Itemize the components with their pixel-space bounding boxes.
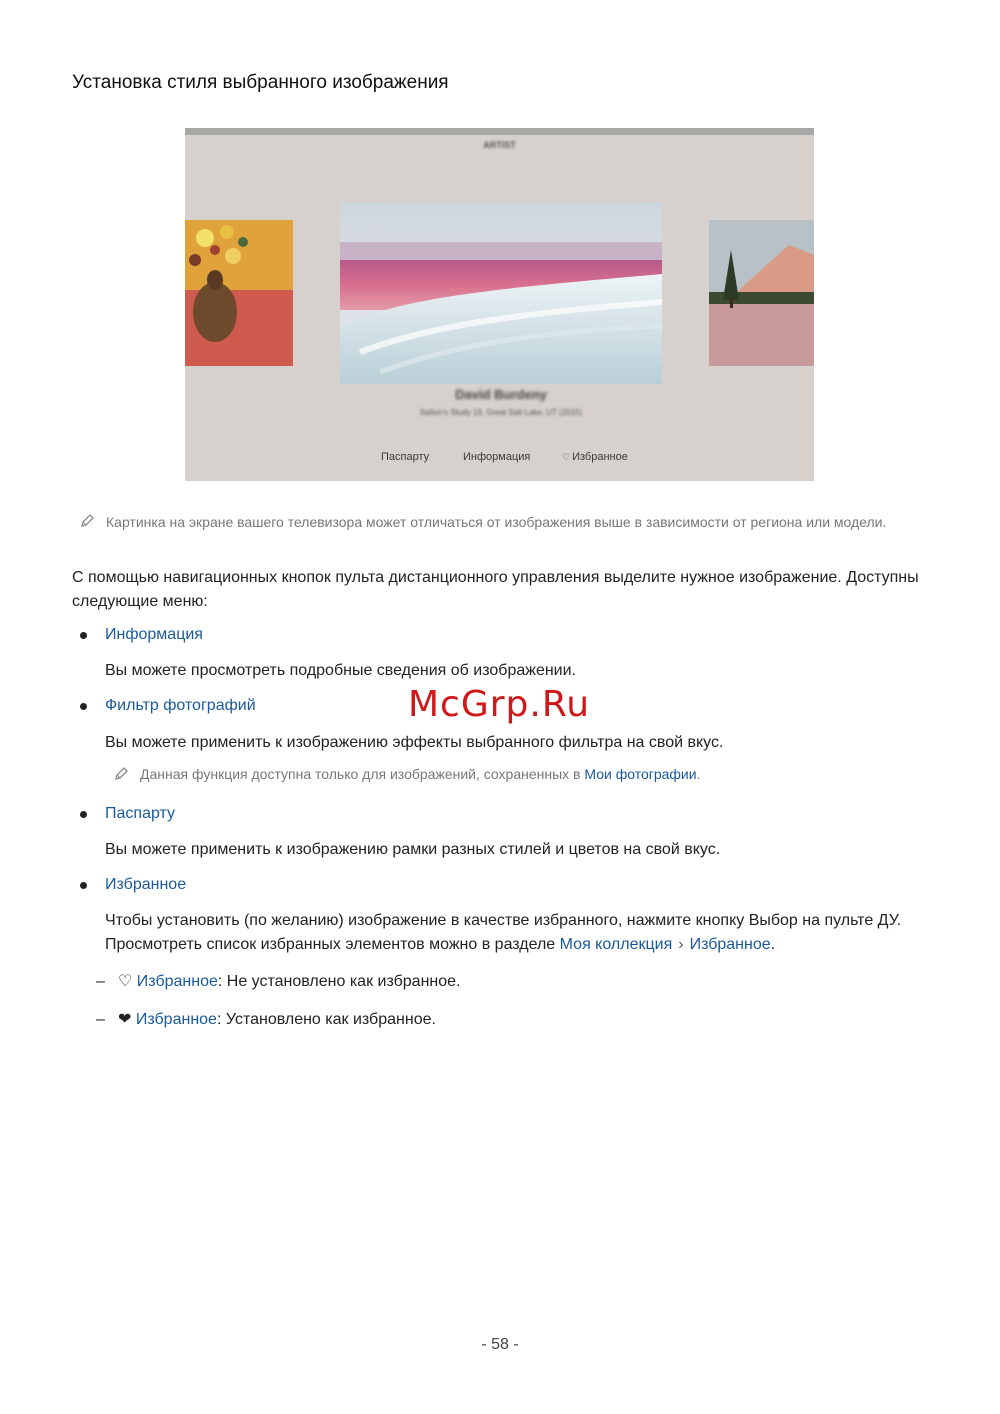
- artwork-thumbnail-right[interactable]: [709, 220, 814, 366]
- item-title-information[interactable]: Информация: [105, 626, 203, 643]
- tv-menu-information[interactable]: Информация: [463, 451, 531, 463]
- item-title-favorite[interactable]: Избранное: [105, 876, 187, 893]
- item-desc-passepartout: Вы можете применить к изображению рамки разных стилей и цветов на свой вкус.: [105, 841, 721, 858]
- heart-filled-icon: ❤: [118, 1011, 132, 1028]
- favorite-label: Избранное: [135, 1011, 217, 1028]
- item-desc-photo-filter: Вы можете применить к изображению эффекты выбранного фильтра на свой вкус.: [105, 734, 724, 751]
- bullet-dot: [80, 632, 87, 639]
- artwork-selected[interactable]: [340, 202, 662, 384]
- bullet-dot: [80, 811, 87, 818]
- favorite-state-not-set: [96, 971, 461, 991]
- chevron-right-icon: ›: [678, 936, 684, 953]
- tv-menu-favorite-label: Избранное: [572, 451, 628, 463]
- dash: –: [96, 1011, 105, 1028]
- note-my-photos-text: Данная функция доступна только для изображений, сохраненных в: [140, 766, 581, 782]
- tv-title: ARTIST: [483, 140, 516, 150]
- note-my-photos: [140, 766, 700, 782]
- item-title-passepartout[interactable]: Паспарту: [105, 805, 176, 822]
- link-favorites[interactable]: Избранное: [689, 936, 771, 953]
- item-title-photo-filter[interactable]: Фильтр фотографий: [105, 697, 256, 714]
- section-heading: Установка стиля выбранного изображения: [72, 72, 449, 93]
- tv-artist-name: David Burdeny: [455, 387, 547, 402]
- item-desc-favorite-text: Чтобы установить (по желанию) изображение в качестве избранного, нажмите кнопку Выбор на пульте ДУ. Просмотреть список избранных элементов можно в разделе: [105, 912, 902, 953]
- tv-screenshot: [185, 128, 814, 481]
- heart-outline-icon: ♡: [118, 973, 133, 990]
- pencil-icon: [80, 514, 94, 528]
- tv-menu-favorite[interactable]: [562, 451, 628, 463]
- item-desc-information: Вы можете просмотреть подробные сведения об изображении.: [105, 662, 576, 679]
- artwork-thumbnail-left[interactable]: [185, 220, 293, 366]
- favorite-state-text: : Установлено как избранное.: [216, 1011, 436, 1028]
- tv-menu-passepartout[interactable]: Паспарту: [381, 451, 430, 463]
- note-screen-difference: Картинка на экране вашего телевизора может отличаться от изображения выше в зависимости от региона или модели.: [106, 514, 887, 530]
- bullet-dot: [80, 703, 87, 710]
- heart-outline-icon: ♡: [562, 452, 571, 462]
- tv-top-bar: [185, 128, 814, 135]
- pencil-icon: [114, 767, 128, 781]
- watermark: McGrp.Ru: [408, 684, 591, 725]
- favorite-state-text: : Не установлено как избранное.: [217, 973, 461, 990]
- item-desc-favorite: [105, 909, 945, 957]
- favorite-state-set: [96, 1009, 436, 1029]
- dash: –: [96, 973, 105, 990]
- link-my-photos[interactable]: Мои фотографии: [584, 766, 697, 782]
- note-my-photos-end: .: [696, 766, 701, 782]
- tv-artwork-caption: Salton's Study 19, Great Salt Lake, UT (2015): [419, 408, 583, 417]
- favorite-label: Избранное: [136, 973, 218, 990]
- path-end: .: [770, 936, 776, 953]
- bullet-dot: [80, 882, 87, 889]
- page-number: - 58 -: [481, 1336, 519, 1353]
- link-my-collection[interactable]: Моя коллекция: [559, 936, 673, 953]
- intro-paragraph: С помощью навигационных кнопок пульта дистанционного управления выделите нужное изображение. Доступны следующие меню:: [72, 569, 919, 610]
